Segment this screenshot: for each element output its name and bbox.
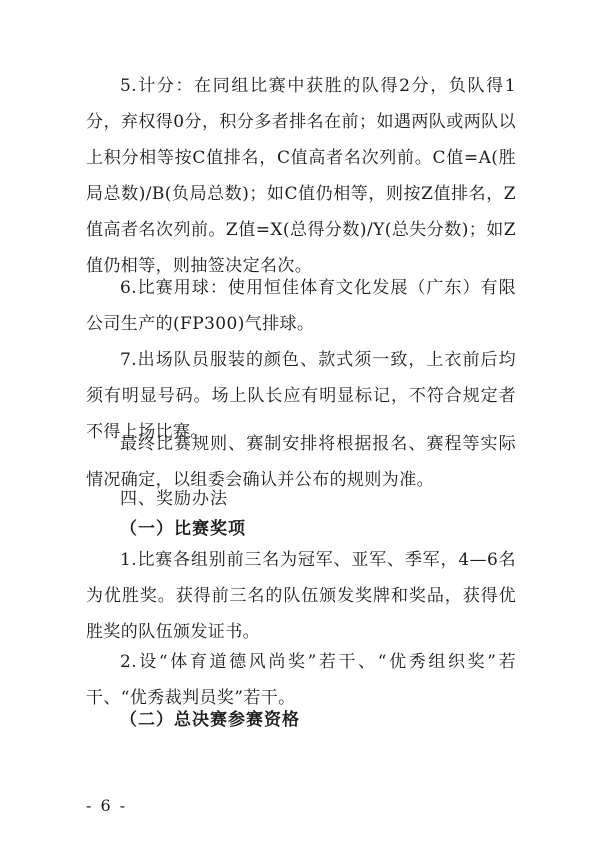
paragraph-uniform: 7.出场队员服装的颜色、款式须一致，上衣前后均须有明显号码。场上队长应有明显标记，不符合规定者不得上场比赛。	[86, 350, 516, 442]
subsection-heading-awards: （一）比赛奖项	[120, 519, 246, 539]
paragraph-awards-1: 1.比赛各组别前三名为冠军、亚军、季军，4—6名为优胜奖。获得前三名的队伍颁发奖牌和奖品，获得优胜奖的队伍颁发证书。	[86, 550, 516, 642]
paragraph-ball: 6.比赛用球：使用恒佳体育文化发展（广东）有限公司生产的(FP300)气排球。	[86, 278, 516, 334]
subsection-heading-finals: （二）总决赛参赛资格	[120, 710, 300, 730]
paragraph-awards-2: 2.设“体育道德风尚奖”若干、“优秀组织奖”若干、“优秀裁判员奖”若干。	[86, 652, 516, 708]
page-number: - 6 -	[86, 796, 128, 815]
paragraph-scoring: 5.计分：在同组比赛中获胜的队得2分，负队得1分，弃权得0分，积分多者排名在前；如遇两队或两队以上积分相等按C值排名，C值高者名次列前。C值=A(胜局总数)/B(负局总数)；如C值仍相等，则按Z值排名，Z值高者名次列前。Z值=X(总得分数)/Y(总失分数)；如Z值仍相等，则抽签决定名次。	[86, 76, 516, 276]
section-heading-awards: 四、奖励办法	[120, 489, 228, 509]
paragraph-final-rules: 最终比赛规则、赛制安排将根据报名、赛程等实际情况确定，以组委会确认并公布的规则为准。	[86, 434, 516, 490]
